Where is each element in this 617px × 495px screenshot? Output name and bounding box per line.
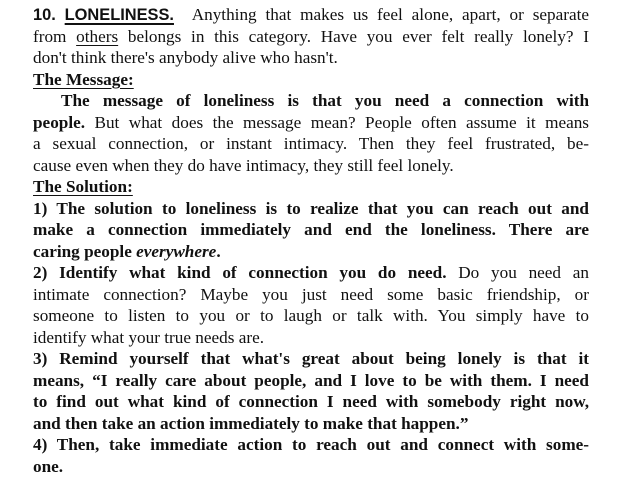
document-page xyxy=(33,4,589,477)
solution-heading: The Solution: xyxy=(33,177,133,196)
section-intro-line-2: from others belongs in this category. Have you ever felt really lonely? I xyxy=(33,26,589,46)
message-line-3: a sexual connection, or instant intimacy. Then they feel frustrated, be- xyxy=(33,134,589,153)
solution-4-line-1: 4) Then, take immediate action to reach out and connect with some- xyxy=(33,435,589,454)
section-intro-line-3: don't think there's anybody alive who hasn't. xyxy=(33,48,338,67)
solution-heading-line xyxy=(33,176,589,198)
solution-2-line-3: someone to listen to you or to laugh or talk with. You simply have to xyxy=(33,306,589,325)
solution-3-line-1: 3) Remind yourself that what's great about being lonely is that it xyxy=(33,349,589,368)
message-line-4: cause even when they do have intimacy, they still feel lonely. xyxy=(33,155,454,175)
solution-4-line-2: one. xyxy=(33,456,64,476)
solution-2-line-4: identify what your true needs are. xyxy=(33,327,264,347)
message-line-1: The message of loneliness is that you need a connection with xyxy=(61,91,589,110)
emphasis: everywhere xyxy=(136,241,217,261)
section-intro-line-1 xyxy=(33,4,589,26)
section-number: 10. xyxy=(33,6,56,24)
section-title: LONELINESS. xyxy=(64,6,174,24)
solution-1-line-2: make a connection immediately and end the loneliness. There are xyxy=(33,220,589,239)
solution-2-line-1: 2) Identify what kind of connection you do need. Do you need an xyxy=(33,263,589,282)
solution-3-line-3: to find out what kind of connection I need with somebody right now, xyxy=(33,392,589,411)
message-line-2: people. But what does the message mean? People often assume it means xyxy=(33,112,589,132)
message-heading-line xyxy=(33,69,589,91)
intro-text: Anything that makes us feel alone, apart, or separate xyxy=(191,5,590,24)
solution-1-line-1: 1) The solution to loneliness is to realize that you can reach out and xyxy=(33,198,589,218)
solution-2-line-2: intimate connection? Maybe you just need some basic friendship, or xyxy=(33,284,589,304)
underlined-word: others xyxy=(76,26,119,46)
solution-3-line-4: and then take an action immediately to make that happen.” xyxy=(33,413,469,433)
message-heading: The Message: xyxy=(33,69,134,89)
solution-3-line-2: means, “I really care about people, and I love to be with them. I need xyxy=(33,370,589,390)
solution-1-line-3: caring people everywhere. xyxy=(33,241,221,261)
